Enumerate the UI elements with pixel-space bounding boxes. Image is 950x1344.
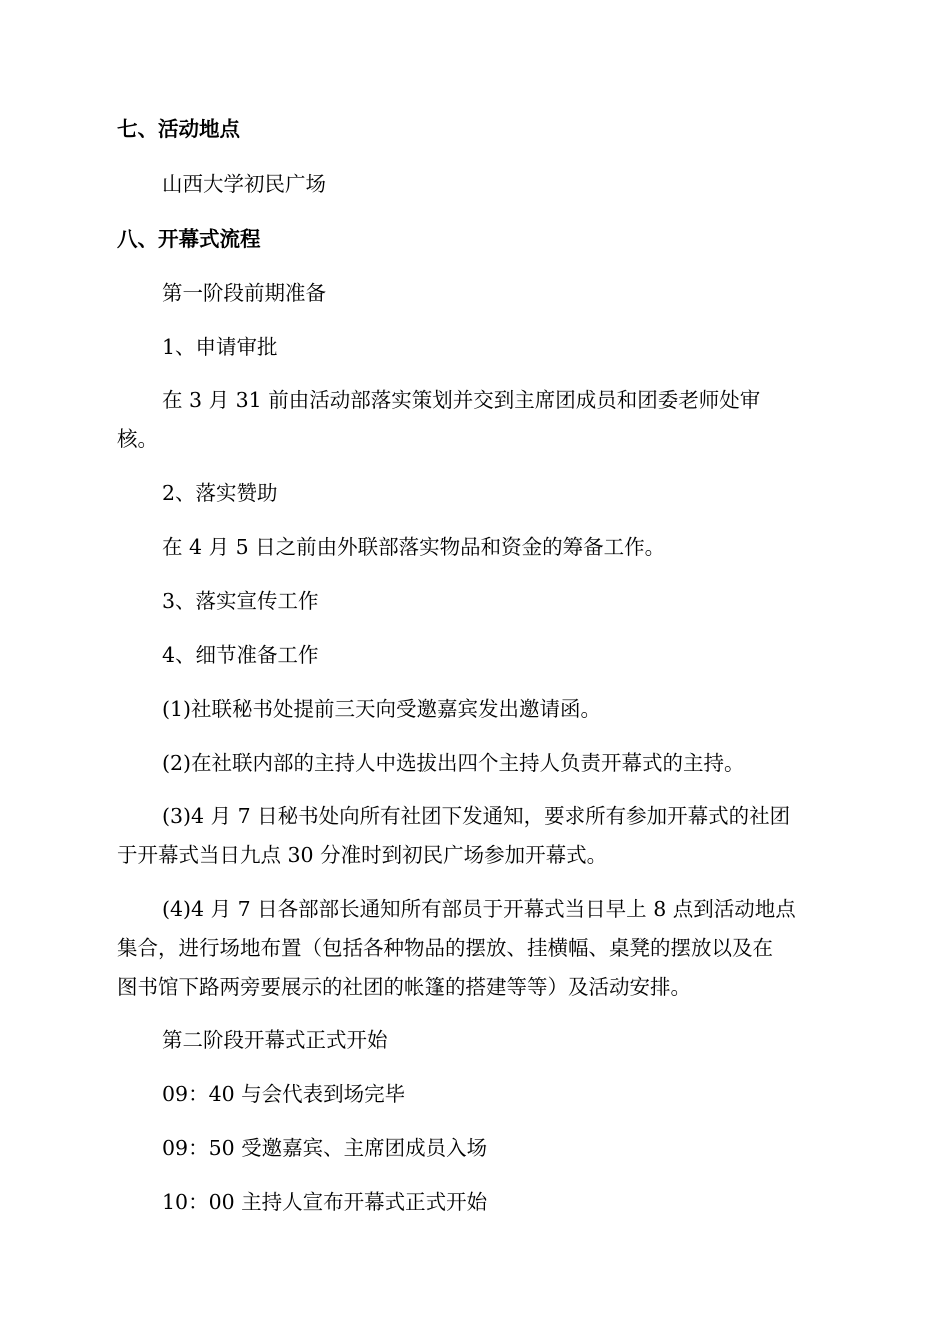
stage1-title: 第一阶段前期准备 [162, 281, 326, 305]
sub-item-3-line1: (3)4 月 7 日秘书处向所有社团下发通知，要求所有参加开幕式的社团 [162, 804, 791, 828]
item3-title: 3、落实宣传工作 [162, 589, 319, 613]
item2-title: 2、落实赞助 [162, 481, 278, 505]
schedule-time-1: 09：40 与会代表到场完毕 [162, 1082, 406, 1106]
schedule-time-3: 10：00 主持人宣布开幕式正式开始 [162, 1190, 488, 1214]
sub-item-4-line1: (4)4 月 7 日各部部长通知所有部员于开幕式当日早上 8 点到活动地点 [162, 897, 796, 921]
item1-title: 1、申请审批 [162, 335, 278, 359]
item1-body-line2: 核。 [117, 427, 158, 451]
item4-title: 4、细节准备工作 [162, 643, 319, 667]
section-heading-ceremony-flow: 八、开幕式流程 [117, 227, 261, 251]
sub-item-1: (1)社联秘书处提前三天向受邀嘉宾发出邀请函。 [162, 697, 602, 721]
sub-item-3-line2: 于开幕式当日九点 30 分准时到初民广场参加开幕式。 [117, 843, 608, 867]
sub-item-2: (2)在社联内部的主持人中选拔出四个主持人负责开幕式的主持。 [162, 751, 745, 775]
stage2-title: 第二阶段开幕式正式开始 [162, 1028, 388, 1052]
item1-body-line1: 在 3 月 31 前由活动部落实策划并交到主席团成员和团委老师处审 [162, 388, 761, 412]
location-text: 山西大学初民广场 [162, 172, 326, 196]
schedule-time-2: 09：50 受邀嘉宾、主席团成员入场 [162, 1136, 488, 1160]
section-heading-location: 七、活动地点 [117, 117, 240, 141]
item2-body: 在 4 月 5 日之前由外联部落实物品和资金的筹备工作。 [162, 535, 666, 559]
sub-item-4-line2: 集合，进行场地布置（包括各种物品的摆放、挂横幅、桌凳的摆放以及在 [117, 936, 773, 960]
sub-item-4-line3: 图书馆下路两旁要展示的社团的帐篷的搭建等等）及活动安排。 [117, 975, 691, 999]
